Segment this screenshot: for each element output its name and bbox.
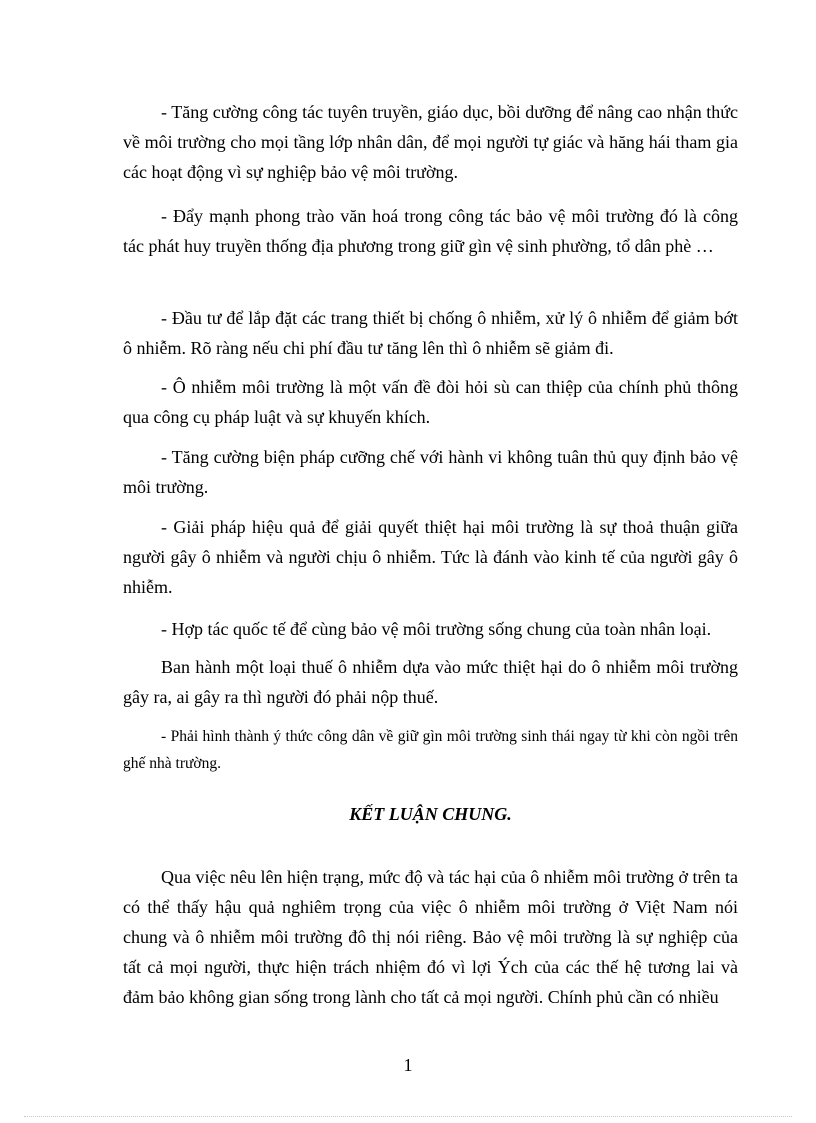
paragraph-agreement: - Giải pháp hiệu quả để giải quyết thiệt hại môi trường là sự thoả thuận giữa người gây ô nhiễm và người chịu ô nhiễm. Tức là đánh vào kinh tế của người gây ô nhiễm. bbox=[123, 517, 738, 597]
paragraph-cooperation: - Hợp tác quốc tế để cùng bảo vệ môi trường sống chung của toàn nhân loại. bbox=[161, 619, 712, 639]
conclusion-heading: KẾT LUẬN CHUNG. bbox=[349, 804, 512, 824]
paragraph-tax: Ban hành một loại thuế ô nhiễm dựa vào mức thiệt hại do ô nhiễm môi trường gây ra, ai gây ra thì người đó phải nộp thuế. bbox=[123, 657, 738, 707]
paragraph-investment: - Đầu tư để lắp đặt các trang thiết bị chống ô nhiễm, xử lý ô nhiễm để giảm bớt ô nhiễm. Rõ ràng nếu chi phí đầu tư tăng lên thì ô nhiễm sẽ giảm đi. bbox=[123, 308, 738, 358]
page-bottom-divider bbox=[24, 1116, 792, 1117]
paragraph-government: - Ô nhiễm môi trường là một vấn đề đòi hỏi sù can thiệp của chính phủ thông qua công cụ pháp luật và sự khuyến khích. bbox=[123, 377, 738, 427]
paragraph-enforcement: - Tăng cường biện pháp cưỡng chế với hành vi không tuân thủ quy định bảo vệ môi trường. bbox=[123, 447, 738, 497]
paragraph-civic-awareness: - Phải hình thành ý thức công dân về giữ gìn môi trường sinh thái ngay từ khi còn ngồi trên ghế nhà trường. bbox=[123, 728, 738, 772]
paragraph-awareness: - Tăng cường công tác tuyên truyền, giáo dục, bồi dưỡng để nâng cao nhận thức về môi trường cho mọi tầng lớp nhân dân, để mọi người tự giác và hăng hái tham gia các hoạt động vì sự nghiệp bảo vệ môi trường. bbox=[123, 102, 738, 182]
paragraph-culture: - Đẩy mạnh phong trào văn hoá trong công tác bảo vệ môi trường đó là công tác phát huy truyền thống địa phương trong giữ gìn vệ sinh phường, tổ dân phè … bbox=[123, 206, 738, 256]
paragraph-conclusion: Qua việc nêu lên hiện trạng, mức độ và tác hại của ô nhiễm môi trường ở trên ta có thể thấy hậu quả nghiêm trọng của việc ô nhiễm môi trường ở Việt Nam nói chung và ô nhiễm môi trường đô thị nói riêng. Bảo vệ môi trường là sự nghiệp của tất cả mọi người, thực hiện trách nhiệm đó vì lợi Ých của các thế hệ tương lai và đảm bảo không gian sống trong lành cho tất cả mọi người. Chính phủ cần có nhiều bbox=[123, 867, 738, 1007]
page-number: 1 bbox=[403, 1055, 413, 1075]
